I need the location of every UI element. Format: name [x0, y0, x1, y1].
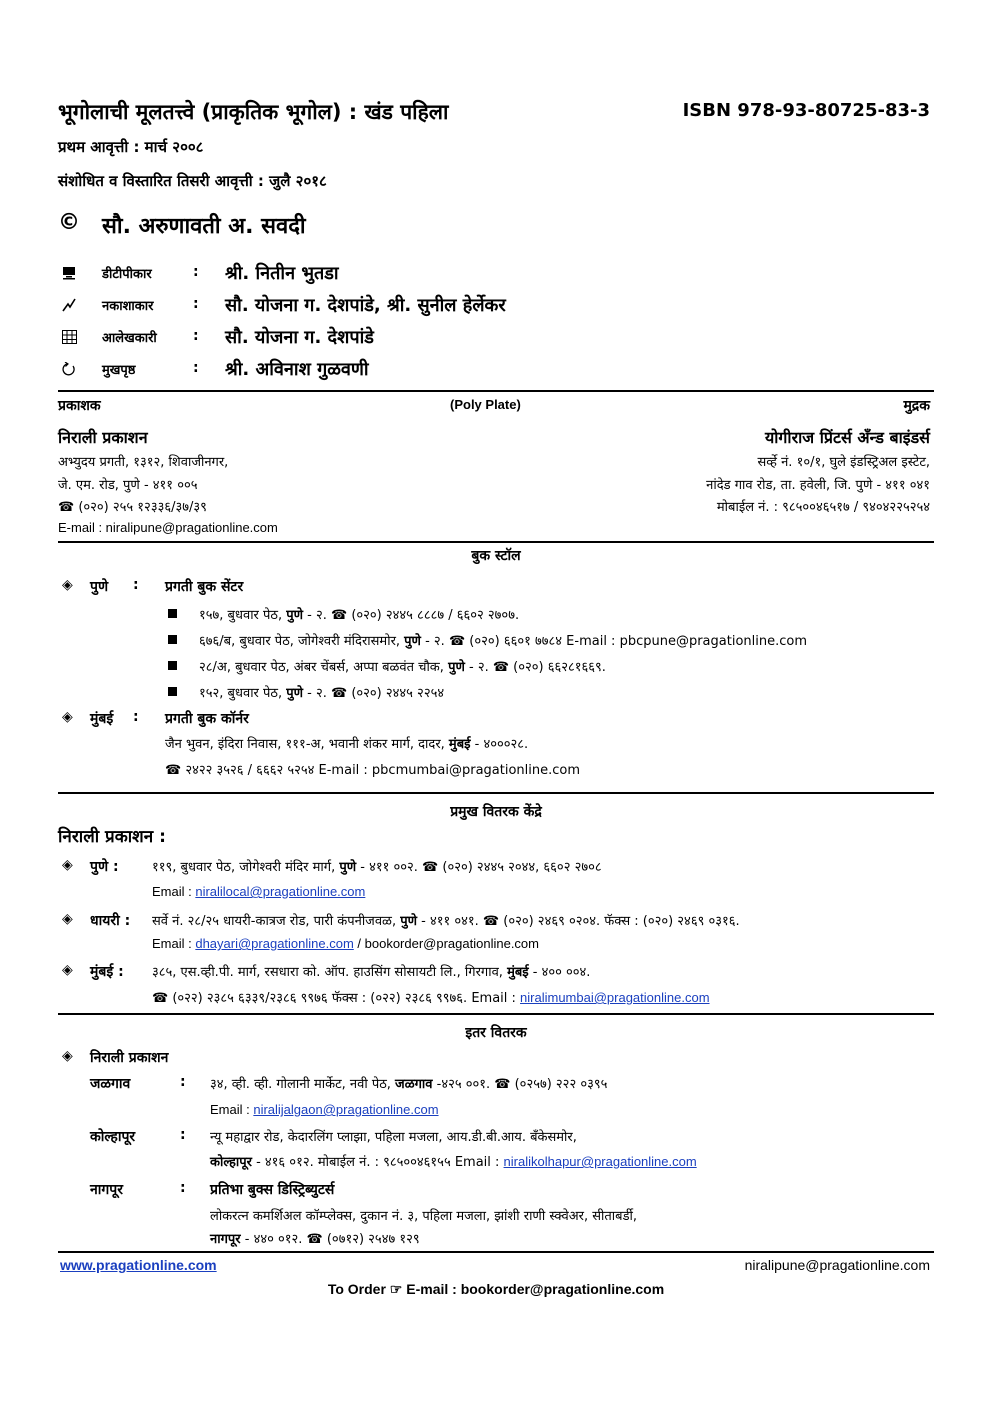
square-bullet-icon	[168, 661, 177, 670]
stall-address-suffix: - २.	[420, 634, 449, 649]
jalgaon-email	[210, 1102, 439, 1117]
grid-icon	[62, 329, 77, 348]
bookstall-heading: बुक स्टॉल	[471, 548, 521, 564]
isbn: ISBN 978-93-80725-83-3	[682, 100, 930, 121]
list-item	[168, 657, 606, 675]
address-suffix: - ४११ ०४१.	[417, 914, 483, 929]
stall-sep: :	[133, 577, 139, 593]
stall-address-city: पुणे	[448, 660, 465, 675]
address-suffix: - ४०० ००४.	[528, 965, 591, 980]
address-city: नागपूर	[210, 1232, 241, 1247]
email-link[interactable]: niralijalgaon@pragationline.com	[253, 1102, 439, 1117]
distributor-mumbai-contact	[152, 988, 710, 1006]
diamond-bullet-icon: ◈	[62, 1048, 73, 1064]
divider	[58, 1013, 934, 1015]
credit-role: मुखपृष्ठ	[102, 363, 136, 378]
phone-icon: ☎	[306, 1232, 327, 1247]
address-city: पुणे	[400, 914, 417, 929]
stall-name: प्रगती बुक कॉर्नर	[165, 711, 249, 727]
distributors-subheading: निराली प्रकाशन :	[58, 827, 166, 847]
phone-text: (०२०) २४६९ ०२०४. फॅक्स : (०२०) २४६९ ०३१६.	[503, 914, 740, 929]
distributor-pune-address	[152, 857, 602, 875]
branch-sep: :	[180, 1074, 186, 1090]
mumbai-stall-phone: २४२२ ३५२६ / ६६६२ ५२५४ E-mail : pbcmumbai@pragationline.com	[185, 763, 581, 778]
stall-address-suffix: - २.	[464, 660, 493, 675]
email-link[interactable]: niralikolhapur@pragationline.com	[503, 1154, 697, 1169]
email-label: Email :	[152, 884, 196, 899]
stall-address-suffix: - २.	[303, 608, 331, 623]
address-city: जळगाव	[395, 1077, 433, 1092]
address-city: मुंबई	[507, 965, 529, 980]
distributor-pune-email	[152, 884, 365, 899]
website-link[interactable]: www.pragationline.com	[60, 1257, 217, 1273]
book-title: भूगोलाची मूलतत्त्वे (प्राकृतिक भूगोल) : खंड पहिला	[58, 100, 449, 124]
publisher-phone: (०२०) २५५ १२३३६/३७/३९	[78, 500, 207, 515]
order-label: To Order	[327, 1281, 386, 1297]
publisher-address-1: अभ्युदय प्रगती, १३१२, शिवाजीनगर,	[58, 455, 229, 470]
nagpur-contact	[210, 1229, 420, 1247]
distributors-heading: प्रमुख वितरक केंद्रे	[450, 804, 542, 820]
stall-address: १५७, बुधवार पेठ,	[199, 608, 287, 623]
credit-role: नकाशाकार	[102, 299, 154, 314]
stall-name: प्रगती बुक सेंटर	[165, 579, 244, 595]
stall-city: मुंबई	[90, 711, 114, 727]
stall-address: १५२, बुधवार पेठ,	[199, 686, 287, 701]
credit-role: आलेखकारी	[102, 331, 157, 346]
phone-icon: ☎	[58, 500, 79, 515]
diamond-bullet-icon: ◈	[62, 577, 73, 593]
phone-text: (०२२) २३८५ ६३३९/२३८६ ९९७६ फॅक्स : (०२२) २३८६ ९९७६. Email :	[172, 991, 521, 1006]
circle-arrow-icon	[62, 361, 76, 380]
square-bullet-icon	[168, 687, 177, 696]
divider	[58, 792, 934, 794]
mumbai-stall-address	[165, 734, 528, 752]
address-city: पुणे	[339, 860, 357, 875]
stall-address-city: पुणे	[404, 634, 421, 649]
author-name: सौ. अरुणावती अ. सवदी	[102, 214, 306, 239]
phone-icon: ☎	[152, 991, 173, 1006]
email-text: / bookorder@pragationline.com	[353, 936, 539, 951]
branch-label: कोल्हापूर	[90, 1129, 136, 1145]
printer-address-2: नांदेड गाव रोड, ता. हवेली, जि. पुणे - ४११ ०४१	[706, 478, 930, 493]
square-bullet-icon	[168, 635, 177, 644]
footer-email[interactable]: niralipune@pragationline.com	[744, 1257, 930, 1273]
first-edition: प्रथम आवृत्ती : मार्च २००८	[58, 138, 204, 156]
address-suffix: - ४०००२८.	[470, 737, 529, 752]
order-line	[0, 1281, 992, 1298]
email-label: Email :	[152, 936, 196, 951]
address-suffix: - ४४० ०१२.	[240, 1232, 307, 1247]
pune-stall-row	[62, 577, 73, 593]
printer-mobile: मोबाईल नं. : ९८५००४६५१७ / ९४०४२२५२५४	[716, 500, 930, 515]
credit-name: सौ. योजना ग. देशपांडे, श्री. सुनील हेर्लेकर	[225, 295, 506, 316]
contact-text: - ४१६ ०१२. मोबाईल नं. : ९८५००४६१५५ Email :	[251, 1155, 504, 1170]
phone-icon: ☎	[448, 634, 470, 649]
phone-icon: ☎	[165, 763, 186, 778]
order-email[interactable]: E-mail : bookorder@pragationline.com	[402, 1281, 665, 1297]
stall-phone: (०२०) ६६२८१६६९.	[513, 660, 606, 675]
third-edition: संशोधित व विस्तारित तिसरी आवृत्ती : जुलै २०१८	[58, 172, 327, 190]
phone-icon: ☎	[494, 1077, 515, 1092]
diamond-bullet-icon: ◈	[62, 962, 73, 978]
diamond-bullet-icon: ◈	[62, 857, 73, 873]
branch-label: नागपूर	[90, 1182, 123, 1198]
other-distributors-sub: निराली प्रकाशन	[90, 1050, 169, 1066]
address-text: ११९, बुधवार पेठ, जोगेश्वरी मंदिर मार्ग,	[152, 860, 340, 875]
phone-text: (०७१२) २५४७ १२९	[326, 1232, 420, 1247]
phone-text: (०२०) २४४५ २०४४, ६६०२ २७०८	[442, 860, 602, 875]
address-text: जैन भुवन, इंदिरा निवास, १११-अ, भवानी शंकर मार्ग, दादर,	[165, 737, 449, 752]
diamond-bullet-icon: ◈	[62, 911, 73, 927]
email-link[interactable]: niralimumbai@pragationline.com	[520, 990, 710, 1005]
divider	[58, 541, 934, 543]
stall-phone: (०२०) २४४५ ८८८७ / ६६०२ २७०७.	[351, 608, 520, 623]
other-distributors-heading: इतर वितरक	[465, 1025, 527, 1041]
publisher-email[interactable]: E-mail : niralipune@pragationline.com	[58, 520, 278, 535]
publisher-label: प्रकाशक	[58, 398, 101, 414]
stall-address-city: पुणे	[286, 686, 304, 701]
email-label: Email :	[210, 1102, 254, 1117]
credit-sep: :	[193, 264, 199, 280]
address-city: मुंबई	[448, 737, 471, 752]
printer-name: योगीराज प्रिंटर्स अँन्ड बाइंडर्स	[765, 428, 930, 447]
email-link[interactable]: niralilocal@pragationline.com	[195, 884, 366, 899]
stall-phone: (०२०) ६६०१ ७७८४ E-mail : pbcpune@pragationline.com	[469, 634, 807, 649]
divider	[58, 1251, 934, 1253]
branch-sep: :	[180, 1180, 186, 1196]
address-city: कोल्हापूर	[210, 1155, 252, 1170]
distributor-dhayari-email	[152, 936, 539, 951]
distributor-dhayari-address	[152, 911, 740, 929]
address-suffix: -४२५ ००१.	[432, 1077, 495, 1092]
publisher-phone-row	[58, 497, 207, 515]
nagpur-distributor-name: प्रतिभा बुक्स डिस्ट्रिब्युटर्स	[210, 1182, 335, 1198]
list-item	[168, 631, 807, 649]
jalgaon-address	[210, 1074, 607, 1092]
address-text: ३८५, एस.व्ही.पी. मार्ग, रसधारा को. ऑप. हाउसिंग सोसायटी लि., गिरगाव,	[152, 965, 508, 980]
stall-sep: :	[133, 709, 139, 725]
publisher-name: निराली प्रकाशन	[58, 428, 148, 447]
list-item	[168, 605, 519, 623]
poly-plate: (Poly Plate)	[450, 397, 521, 412]
distributor-label: मुंबई :	[90, 964, 124, 980]
credit-sep: :	[193, 296, 199, 312]
phone-text: (०२५७) २२२ ०३९५	[514, 1077, 608, 1092]
mumbai-stall-phone-row	[165, 760, 580, 778]
pen-icon	[62, 297, 76, 316]
diamond-bullet-icon: ◈	[62, 709, 73, 725]
nagpur-address: लोकरत्न कमर्शिअल कॉम्प्लेक्स, दुकान नं. ३, पहिला मजला, झांशी राणी स्क्वेअर, सीताबर्डी,	[210, 1209, 638, 1224]
phone-icon: ☎	[331, 686, 352, 701]
phone-icon: ☎	[331, 608, 352, 623]
distributor-label: धायरी :	[90, 913, 131, 929]
phone-icon: ☎	[482, 914, 504, 929]
credit-name: श्री. नितीन भुतडा	[225, 263, 339, 284]
stall-city: पुणे	[90, 579, 109, 595]
address-text: ३४, व्ही. व्ही. गोलानी मार्केट, नवी पेठ,	[210, 1077, 396, 1092]
list-item	[168, 683, 444, 701]
stall-address-suffix: - २.	[303, 686, 331, 701]
stall-address: ६७६/ब, बुधवार पेठ, जोगेश्वरी मंदिरासमोर,	[199, 634, 405, 649]
divider	[58, 390, 934, 392]
credit-role: डीटीपीकार	[102, 267, 152, 282]
pointing-hand-icon: ☞	[389, 1281, 403, 1297]
distributor-mumbai-address	[152, 962, 590, 980]
square-bullet-icon	[168, 609, 177, 618]
branch-label: जळगाव	[90, 1076, 131, 1092]
publisher-address-2: जे. एम. रोड, पुणे - ४११ ००५	[58, 478, 198, 493]
kolhapur-address: न्यू महाद्वार रोड, केदारलिंग प्लाझा, पहिला मजला, आय.डी.बी.आय. बँकेसमोर,	[210, 1130, 577, 1145]
credit-name: सौ. योजना ग. देशपांडे	[225, 327, 374, 348]
distributor-label: पुणे :	[90, 859, 119, 875]
printer-label: मुद्रक	[903, 398, 930, 414]
credit-sep: :	[193, 328, 199, 344]
phone-icon: ☎	[492, 660, 514, 675]
address-suffix: - ४११ ००२.	[356, 860, 423, 875]
printer-address-1: सर्व्हे नं. १०/१, घुले इंडस्ट्रिअल इस्टेट,	[757, 455, 930, 470]
phone-icon: ☎	[422, 860, 443, 875]
stall-address: २८/अ, बुधवार पेठ, अंबर चेंबर्स, अप्पा बळवंत चौक,	[199, 660, 449, 675]
email-link[interactable]: dhayari@pragationline.com	[195, 936, 354, 951]
stall-address-city: पुणे	[286, 608, 304, 623]
kolhapur-contact	[210, 1152, 697, 1170]
address-text: सर्वे नं. २८/२५ धायरी-कात्रज रोड, पारी कंपनीजवळ,	[152, 914, 401, 929]
credit-sep: :	[193, 360, 199, 376]
computer-icon	[62, 265, 76, 284]
branch-sep: :	[180, 1127, 186, 1143]
credit-name: श्री. अविनाश गुळवणी	[225, 359, 369, 380]
copyright-symbol: ©	[58, 210, 80, 235]
stall-phone: (०२०) २४४५ २२५४	[351, 686, 445, 701]
